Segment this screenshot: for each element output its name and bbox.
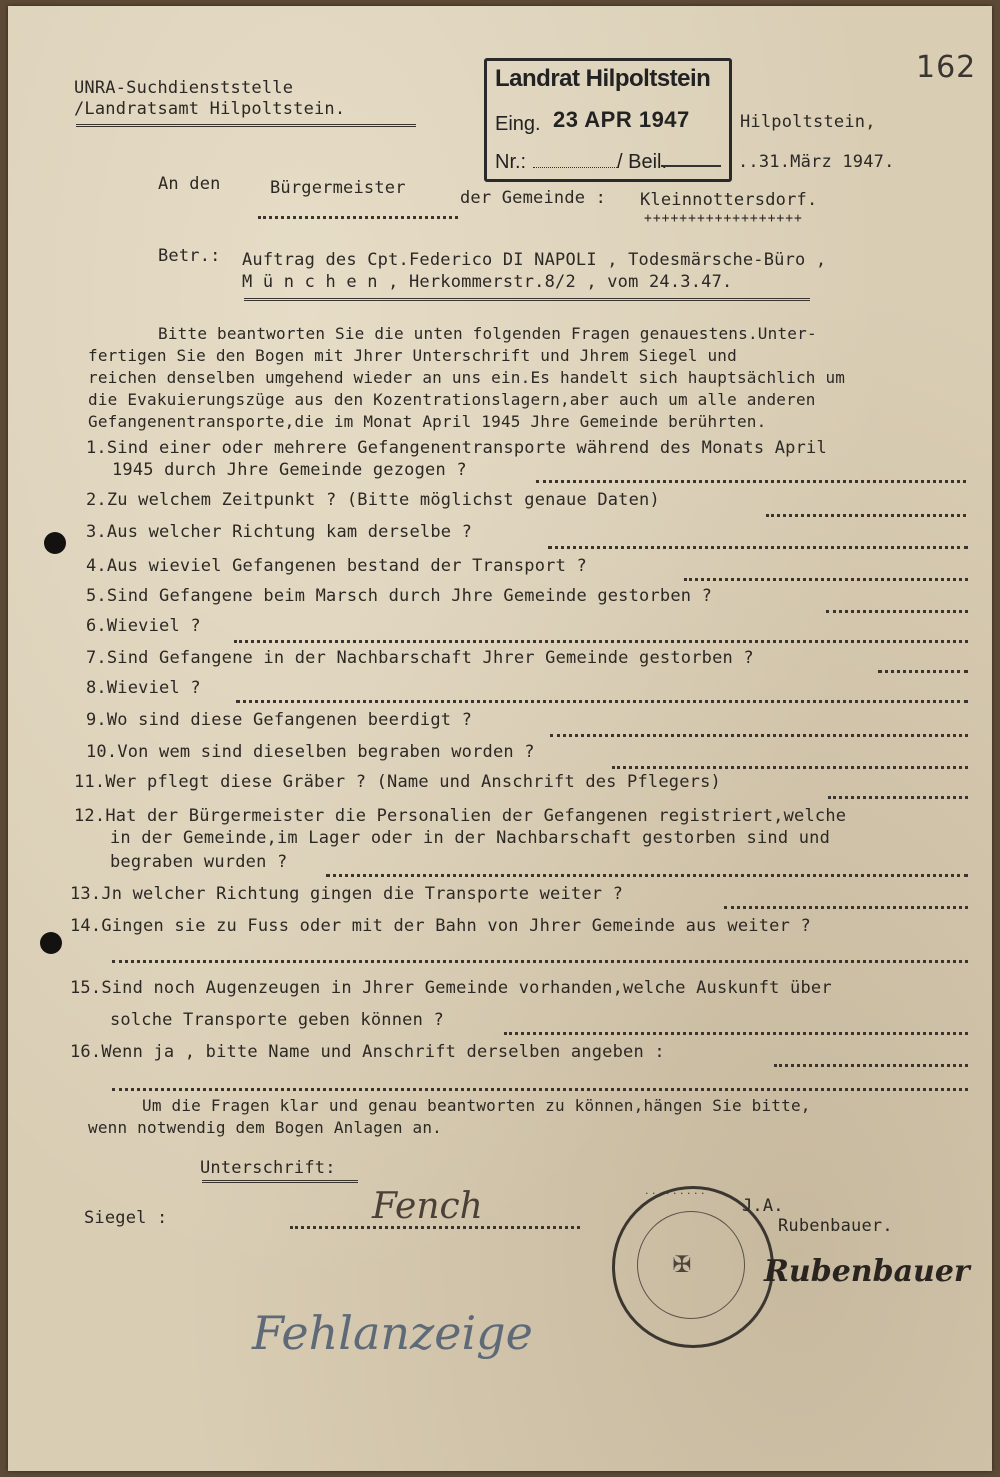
intro-line-2: fertigen Sie den Bogen mit Jhrer Unterschrift und Jhrem Siegel und <box>88 346 737 365</box>
question-9-text: Wo sind diese Gefangenen beerdigt ? <box>106 710 473 730</box>
question-6 <box>86 616 201 636</box>
question-1-text-b: 1945 durch Jhre Gemeinde gezogen ? <box>112 460 467 480</box>
question-15-text-a: Sind noch Augenzeugen in Jhrer Gemeinde vorhanden,welche Auskunft über <box>101 978 832 998</box>
question-9 <box>86 710 472 730</box>
subject-underline <box>244 298 810 301</box>
seal-text: · · · · · · · · · <box>645 1187 705 1200</box>
stamp-nr-label: Nr.: <box>495 151 527 173</box>
gemeinde-underline: ++++++++++++++++++ <box>644 211 803 226</box>
question-16 <box>70 1042 665 1062</box>
question-3 <box>86 522 472 542</box>
question-12-text-c: begraben wurden ? <box>110 852 288 872</box>
question-6-num: 6. <box>86 616 107 636</box>
stamp-beil-label: / Beil. <box>617 151 668 173</box>
question-10-num: 10. <box>86 742 118 762</box>
question-1-text-a: Sind einer oder mehrere Gefangenentransporte während des Monats April <box>106 438 827 458</box>
answer-line-9 <box>550 734 968 737</box>
closing-line-2: wenn notwendig dem Bogen Anlagen an. <box>88 1118 442 1137</box>
letter-date: 31.März 1947. <box>758 152 895 172</box>
subject-line-1: Auftrag des Cpt.Federico DI NAPOLI , Todesmärsche-Büro , <box>242 250 827 270</box>
seal-eagle-icon: ✠ <box>673 1245 692 1280</box>
answer-line-14 <box>112 960 968 963</box>
question-2-text: Zu welchem Zeitpunkt ? (Bitte möglichst genaue Daten) <box>106 490 660 510</box>
answer-line-2 <box>766 514 966 517</box>
handwritten-note: Fehlanzeige <box>252 1306 533 1360</box>
sender-underline <box>76 124 416 127</box>
unterschrift-underline <box>202 1180 358 1183</box>
answer-line-8 <box>236 700 968 703</box>
stamp-title: Landrat Hilpoltstein <box>495 65 711 92</box>
question-8-num: 8. <box>86 678 107 698</box>
intro-line-3: reichen denselben umgehend wieder an uns ein.Es handelt sich hauptsächlich um <box>88 368 846 387</box>
answer-line-7 <box>878 670 968 673</box>
official-name: Rubenbauer. <box>778 1216 893 1236</box>
question-13-text: Jn welcher Richtung gingen die Transporte weiter ? <box>101 884 624 904</box>
question-7-text: Sind Gefangene in der Nachbarschaft Jhrer Gemeinde gestorben ? <box>106 648 754 668</box>
question-11 <box>74 772 721 792</box>
question-16-num: 16. <box>70 1042 102 1062</box>
question-7-num: 7. <box>86 648 107 668</box>
question-15 <box>70 978 832 998</box>
question-3-num: 3. <box>86 522 107 542</box>
closing-line-1: Um die Fragen klar und genau beantworten zu können,hängen Sie bitte, <box>142 1096 811 1115</box>
answer-line-3 <box>548 546 968 549</box>
stamp-beil-line <box>661 165 721 167</box>
page-number: 162 <box>916 50 977 85</box>
question-13-num: 13. <box>70 884 102 904</box>
question-8-text: Wieviel ? <box>106 678 201 698</box>
answer-line-16 <box>774 1064 968 1067</box>
question-4 <box>86 556 587 576</box>
question-1 <box>86 438 827 458</box>
question-14-num: 14. <box>70 916 102 936</box>
unterschrift-label: Unterschrift: <box>200 1158 336 1178</box>
question-12-num: 12. <box>74 806 106 826</box>
answer-line-5 <box>826 610 968 613</box>
question-5-text: Sind Gefangene beim Marsch durch Jhre Gemeinde gestorben ? <box>106 586 713 606</box>
question-12-text-a: Hat der Bürgermeister die Personalien der Gefangenen registriert,welche <box>105 806 847 826</box>
punch-hole-bottom <box>40 932 62 954</box>
question-2 <box>86 490 660 510</box>
intro-line-1: Bitte beantworten Sie die unten folgenden Fragen genauestens.Unter- <box>158 324 817 343</box>
place: Hilpoltstein, <box>740 112 876 132</box>
sender-line-2: /Landratsamt Hilpoltstein. <box>74 99 346 119</box>
question-3-text: Aus welcher Richtung kam derselbe ? <box>106 522 473 542</box>
stamp-eing-label: Eing. <box>495 113 541 135</box>
stamp-date: 23 APR 1947 <box>553 107 690 132</box>
handwritten-signature: Fench <box>372 1186 483 1227</box>
subject-label: Betr.: <box>158 246 221 266</box>
date-line: ..31.März 1947. <box>738 152 895 172</box>
question-14 <box>70 916 811 936</box>
question-7 <box>86 648 754 668</box>
stamp-nr-line <box>533 167 619 168</box>
recipient-title: Bürgermeister <box>270 178 406 198</box>
question-6-text: Wieviel ? <box>106 616 201 636</box>
question-12-text-b: in der Gemeinde,im Lager oder in der Nachbarschaft gestorben sind und <box>110 828 831 848</box>
question-11-text: Wer pflegt diese Gräber ? (Name und Anschrift des Pflegers) <box>105 772 721 792</box>
question-10-text: Von wem sind dieselben begraben worden ? <box>117 742 535 762</box>
document-page <box>8 6 992 1471</box>
answer-line-10 <box>612 766 968 769</box>
answer-line-11 <box>828 796 968 799</box>
recipient-dots <box>258 216 458 219</box>
gemeinde-name: Kleinnottersdorf. <box>640 190 818 210</box>
question-12 <box>74 806 846 826</box>
answer-line-6 <box>234 640 968 643</box>
answer-line-12 <box>326 874 968 877</box>
question-15-text-b: solche Transporte geben können ? <box>110 1010 444 1030</box>
question-16-text: Wenn ja , bitte Name und Anschrift derselben angeben : <box>101 1042 665 1062</box>
question-14-text: Gingen sie zu Fuss oder mit der Bahn von Jhrer Gemeinde aus weiter ? <box>101 916 811 936</box>
question-15-num: 15. <box>70 978 102 998</box>
sender-line-1: UNRA-Suchdienststelle <box>74 78 294 98</box>
answer-line-16-extra <box>112 1088 968 1091</box>
question-13 <box>70 884 623 904</box>
question-5 <box>86 586 712 606</box>
question-1-num: 1. <box>86 438 107 458</box>
question-2-num: 2. <box>86 490 107 510</box>
answer-line-1 <box>536 480 966 483</box>
answer-line-13 <box>724 906 968 909</box>
siegel-label: Siegel : <box>84 1208 168 1228</box>
question-4-text: Aus wieviel Gefangenen bestand der Transport ? <box>106 556 587 576</box>
official-signature: Rubenbauer <box>764 1254 970 1289</box>
answer-line-4 <box>684 578 968 581</box>
intro-line-4: die Evakuierungszüge aus den Kozentrationslagern,aber auch um alle anderen <box>88 390 816 409</box>
question-5-num: 5. <box>86 586 107 606</box>
subject-line-2: M ü n c h e n , Herkommerstr.8/2 , vom 24.3.47. <box>242 272 733 292</box>
received-stamp <box>484 58 732 182</box>
question-10 <box>86 742 535 762</box>
question-11-num: 11. <box>74 772 106 792</box>
recipient-an-den: An den <box>158 174 221 194</box>
answer-line-15 <box>504 1032 968 1035</box>
question-8 <box>86 678 201 698</box>
gemeinde-label: der Gemeinde : <box>460 188 607 208</box>
ja-label: J.A. <box>742 1196 784 1216</box>
intro-line-5: Gefangenentransporte,die im Monat April 1945 Jhre Gemeinde berührten. <box>88 412 767 431</box>
punch-hole-top <box>44 532 66 554</box>
question-4-num: 4. <box>86 556 107 576</box>
question-9-num: 9. <box>86 710 107 730</box>
